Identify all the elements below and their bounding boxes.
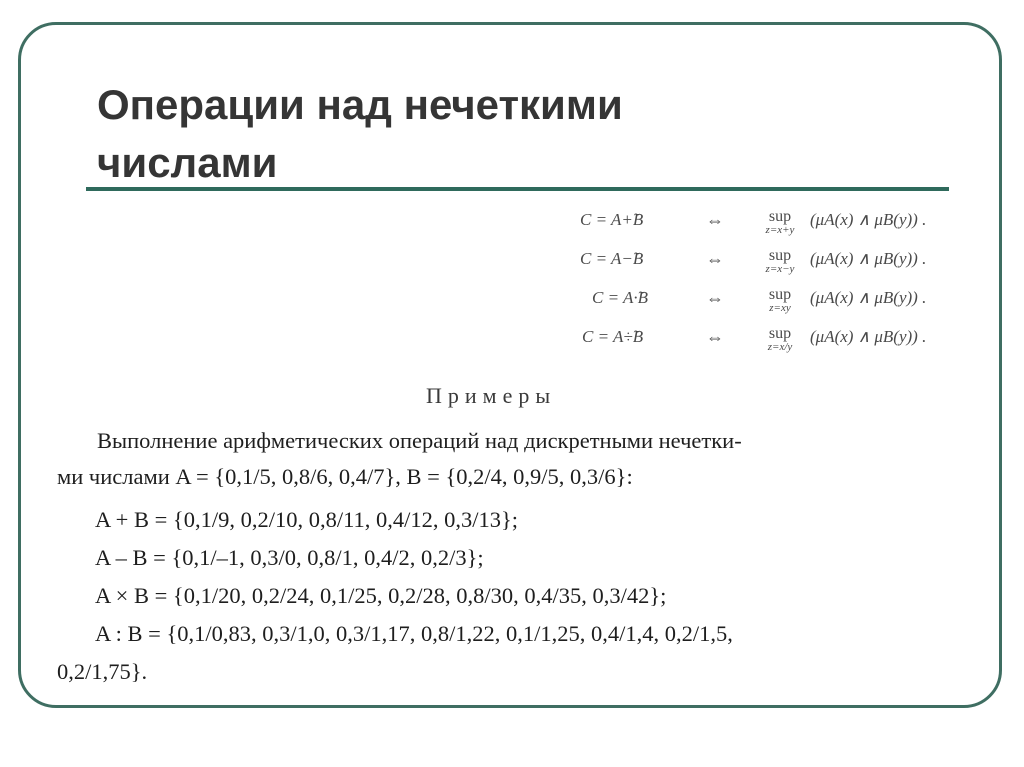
examples-body xyxy=(57,423,969,691)
title-underline xyxy=(86,187,949,191)
sup-label: sup xyxy=(768,325,792,342)
formula-block xyxy=(570,206,980,362)
sup-label: sup xyxy=(768,286,792,303)
sum-result: A + B = {0,1/9, 0,2/10, 0,8/11, 0,4/12, 0,3/13}; xyxy=(95,507,519,532)
sup-label: sup xyxy=(768,247,792,264)
division-result-line-1: A : B = {0,1/0,83, 0,3/1,0, 0,3/1,17, 0,8/1,22, 0,1/1,25, 0,4/1,4, 0,2/1,5, xyxy=(95,621,733,646)
difference-result: A – B = {0,1/–1, 0,3/0, 0,8/1, 0,4/2, 0,2/3}; xyxy=(95,545,484,570)
division-result-line-2: 0,2/1,75}. xyxy=(57,659,148,684)
formula-lhs: C = A+̃B xyxy=(580,210,644,229)
formula-rhs: (μA(x) ∧ μB(y)) . xyxy=(810,210,927,229)
sup-operator xyxy=(756,208,804,236)
equivalence-symbol: ⇔ xyxy=(706,210,724,230)
slide-title xyxy=(97,76,857,192)
intro-line-2: ми числами A = {0,1/5, 0,8/6, 0,4/7}, B = {0,2/4, 0,9/5, 0,3/6}: xyxy=(57,464,633,489)
equivalence-symbol: ⇔ xyxy=(706,327,724,347)
formula-rhs: (μA(x) ∧ μB(y)) . xyxy=(810,249,927,268)
sup-operator xyxy=(756,247,804,275)
title-line-1: Операции над нечеткими xyxy=(97,81,623,128)
equivalence-symbol: ⇔ xyxy=(706,249,724,269)
sup-subscript: z=x/y xyxy=(767,341,793,353)
sup-subscript: z=xy xyxy=(769,302,791,314)
sup-subscript: z=x−y xyxy=(765,263,795,275)
formula-rhs: (μA(x) ∧ μB(y)) . xyxy=(810,327,927,346)
examples-heading: Примеры xyxy=(426,383,557,408)
formula-rhs: (μA(x) ∧ μB(y)) . xyxy=(810,288,927,307)
intro-paragraph xyxy=(57,423,969,459)
intro-line-1: Выполнение арифметических операций над дискретными нечетки- xyxy=(97,428,742,453)
title-line-2: числами xyxy=(97,139,278,186)
sup-label: sup xyxy=(768,208,792,225)
equivalence-symbol: ⇔ xyxy=(706,288,724,308)
operations-list xyxy=(57,501,969,691)
formula-row xyxy=(570,284,980,323)
formula-row xyxy=(570,206,980,245)
formula-lhs: C = A−̃B xyxy=(580,249,644,268)
sup-subscript: z=x+y xyxy=(765,224,795,236)
sup-operator xyxy=(756,325,804,353)
formula-lhs: C = A·̃B xyxy=(592,288,649,307)
formula-row xyxy=(570,323,980,362)
sup-operator xyxy=(756,286,804,314)
product-result: A × B = {0,1/20, 0,2/24, 0,1/25, 0,2/28, 0,8/30, 0,4/35, 0,3/42}; xyxy=(95,583,667,608)
formula-lhs: C = A÷̃B xyxy=(582,327,644,346)
formula-row xyxy=(570,245,980,284)
